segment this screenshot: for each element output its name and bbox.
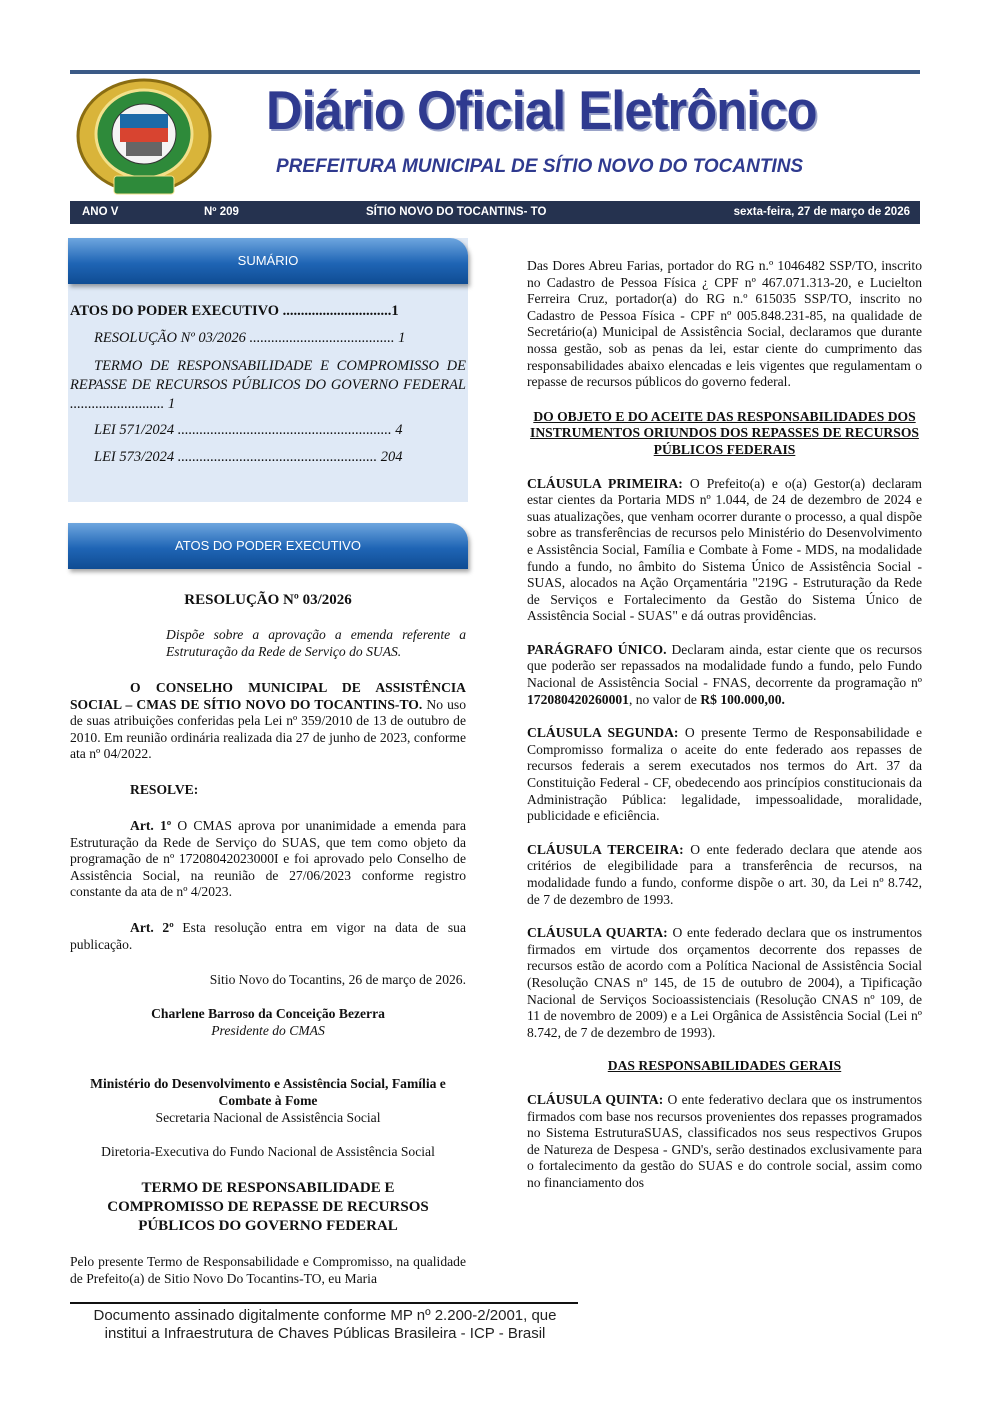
program-value: R$ 100.000,00. <box>700 691 785 707</box>
heading-general: DAS RESPONSABILIDADES GERAIS <box>607 1058 842 1074</box>
summary-item[interactable]: LEI 571/2024 ........................................................... 4 <box>94 422 403 438</box>
footer-line-2: institui a Infraestrutura de Chaves Públicas Brasileira - ICP - Brasil <box>104 1325 546 1342</box>
art1-text: O CMAS aprova por unanimidade a emenda para Estruturação da Rede de Serviço do SUAS, que tem como objeto da programação de nº 17208042023000I e foi aprovado pelo Conselho de Assistência Social, na reunião de 27/06/2023 conforme registro constante da ata de nº 4/2023. <box>70 818 466 900</box>
art1-label: Art. 1º <box>130 818 172 833</box>
clause-1-label: CLÁUSULA PRIMEIRA: <box>527 475 683 491</box>
clause-5-label: CLÁUSULA QUINTA: <box>527 1091 664 1107</box>
term-title: TERMO DE RESPONSABILIDADE E COMPROMISSO DE REPASSE DE RECURSOS PÚBLICOS DO GOVERNO FEDERAL <box>107 1180 429 1234</box>
clause-3-text: O ente federado declara que atende aos critérios de elegibilidade para a transferência de recursos, na modalidade fundo a fundo, conforme dispõe o art. 30, da Lei nº 8.742, de 7 de dezembro de 1993. <box>527 841 922 907</box>
page-subtitle: PREFEITURA MUNICIPAL DE SÍTIO NOVO DO TOCANTINS <box>276 156 804 177</box>
resolution-title: RESOLUÇÃO Nº 03/2026 <box>184 592 352 608</box>
issue-number: Nº 209 <box>204 206 239 218</box>
summary-item[interactable]: ATOS DO PODER EXECUTIVO ..............................1 <box>70 303 399 319</box>
clause-2-label: CLÁUSULA SEGUNDA: <box>527 725 679 741</box>
footer-signature-note <box>70 1307 580 1343</box>
directorate-name: Diretoria-Executiva do Fundo Nacional de Assistência Social <box>101 1144 435 1159</box>
paragraph-unico-label: PARÁGRAFO ÚNICO. <box>527 641 667 657</box>
footer-rule <box>70 1302 578 1304</box>
clause-2-text: O presente Termo de Responsabilidade e Compromisso formaliza o aceite do ente federado aos repasses de recursos federais a serem executados nos termos do Art. 37 da Constituição Federal - CF, obedecendo aos princípios constitucionais da Administração Pública: legalidade, impessoalidade, moralidade, publicidade e eficiência. <box>527 725 922 824</box>
place-date: Sitio Novo do Tocantins, 26 de março de 2026. <box>209 972 466 987</box>
summary-item[interactable]: TERMO DE RESPONSABILIDADE E COMPROMISSO DE REPASSE DE RECURSOS PÚBLICOS DO GOVERNO FEDERAL .......................... 1 <box>70 358 466 412</box>
header-rule <box>70 70 920 74</box>
municipal-seal-logo <box>70 78 218 200</box>
summary-item[interactable]: LEI 573/2024 ....................................................... 204 <box>94 449 403 465</box>
summary-list <box>70 303 466 466</box>
issue-location: SÍTIO NOVO DO TOCANTINS- TO <box>366 206 547 218</box>
section-header: ATOS DO PODER EXECUTIVO <box>68 523 468 569</box>
clause-4-label: CLÁUSULA QUARTA: <box>527 925 668 941</box>
summary-item[interactable]: RESOLUÇÃO Nº 03/2026 ........................................ 1 <box>94 330 406 346</box>
council-name: O CONSELHO MUNICIPAL DE ASSISTÊNCIA SOCIAL – CMAS DE SÍTIO NOVO DO TOCANTINS-TO. <box>70 680 466 712</box>
paragraph-unico-mid: , no valor de <box>628 691 697 707</box>
article-2 <box>70 920 466 953</box>
resolution-intro <box>70 680 466 763</box>
program-number: 172080420260001 <box>527 691 629 707</box>
article-1 <box>70 818 466 901</box>
art2-label: Art. 2º <box>130 920 174 935</box>
heading-object: DO OBJETO E DO ACEITE DAS RESPONSABILIDADES DOS INSTRUMENTOS ORIUNDOS DOS REPASSES DE RECURSOS PÚBLICOS FEDERAIS <box>530 408 919 457</box>
right-column <box>527 258 922 1192</box>
resolve-label: RESOLVE: <box>130 782 199 797</box>
page-title: Diário Oficial Eletrônico <box>266 79 817 141</box>
clause-5-text: O ente federativo declara que os instrumentos firmados com base nos recursos provenientes dos repasses programados no Sistema EstruturaSUAS, classificados nos seus respectivos Grupos de Natureza de Despesa - GND's, serão destinados exclusivamente para o fortalecimento da gestão do SUAS e do controle social, assim como no financiamento dos <box>527 1091 922 1190</box>
art2-text: Esta resolução entra em vigor na data de sua publicação. <box>70 920 466 952</box>
clause-4-text: O ente federado declara que os instrumentos firmados em virtude dos orçamentos decorrente dos repasses de recursos estão de acordo com a Política Nacional de Assistência Social (Resolução CNAS nº 145, de 15 de outubro de 2004), a Tipificação Nacional de Serviços Socioassistenciais (Resolução CNAS nº 109, de 11 de novembro de 2009) e a Lei Orgânica de Assistência Social (Lei nº 8.742, de 7 de dezembro de 1993). <box>527 925 923 1040</box>
signer-role: Presidente do CMAS <box>211 1023 325 1038</box>
ministry-name: Ministério do Desenvolvimento e Assistência Social, Família e Combate à Fome <box>90 1076 446 1108</box>
issue-date: sexta-feira, 27 de março de 2026 <box>733 206 910 218</box>
resolution-ementa: Dispõe sobre a aprovação a emenda referente a Estruturação da Rede de Serviço do SUAS. <box>166 627 466 659</box>
intro-text: No uso de suas atribuições conferidas pela Lei nº 359/2010 de 13 de outubro de 2010. Em reunião ordinária realizada dia 27 de junho de 2023, conforme ata nº 04/2022. <box>70 696 466 762</box>
signer-name: Charlene Barroso da Conceição Bezerra <box>151 1006 385 1021</box>
footer-line-1: Documento assinado digitalmente conforme MP nº 2.200-2/2001, que <box>93 1307 557 1324</box>
issue-info-bar <box>70 201 920 224</box>
paragraph-unico-text: Declaram ainda, estar ciente que os recursos que poderão ser repassados na modalidade fundo a fundo, pelo Fundo Nacional de Assistência Social - FNAS, decorrente da programação nº <box>527 641 922 691</box>
secretariat-name: Secretaria Nacional de Assistência Social <box>155 1110 381 1125</box>
summary-header: SUMÁRIO <box>68 238 468 284</box>
clause-1-text: O Prefeito(a) e o(a) Gestor(a) declaram estar cientes da Portaria MDS nº 1.044, de 24 de dezembro de 2024 e suas atualizações, que venham ocorrer durante o processo, a qual dispõe sobre as transferências de recursos pelo Ministério do Desenvolvimento e Assistência Social, Família e Combate à Fome - MDS, na modalidade fundo a fundo, no âmbito do Sistema Único de Assistência Social - SUAS, alocados na Ação Orçamentária "219G - Estruturação da Rede de Serviços e Fortalecimento da Gestão do Sistema Único de Assistência Social - SUAS" e dá outras providências. <box>527 475 922 624</box>
term-intro-left: Pelo presente Termo de Responsabilidade e Compromisso, na qualidade de Prefeito(a) de Sitio Novo Do Tocantins-TO, eu Maria <box>70 1254 466 1286</box>
issue-year: ANO V <box>82 206 119 218</box>
term-intro-right: Das Dores Abreu Farias, portador do RG n.º 1046482 SSP/TO, inscrito no Cadastro de Pessoa Física ¿ CPF nº 467.071.313-20, e Lucielton Ferreira Cruz, portador(a) do RG n.º 615035 SSP/TO, inscrito no Cadastro de Pessoa Física - CPF nº 005.848.231-85, na qualidade de Secretário(a) Municipal de Assistência Social, declaramos que durante nossa gestão, sob as penas da lei, estar ciente do cumprimento das responsabilidades abaixo elencadas e leis vigentes que regulamentam o repasse de recursos públicos do governo federal. <box>527 258 922 390</box>
clause-3-label: CLÁUSULA TERCEIRA: <box>527 841 684 857</box>
